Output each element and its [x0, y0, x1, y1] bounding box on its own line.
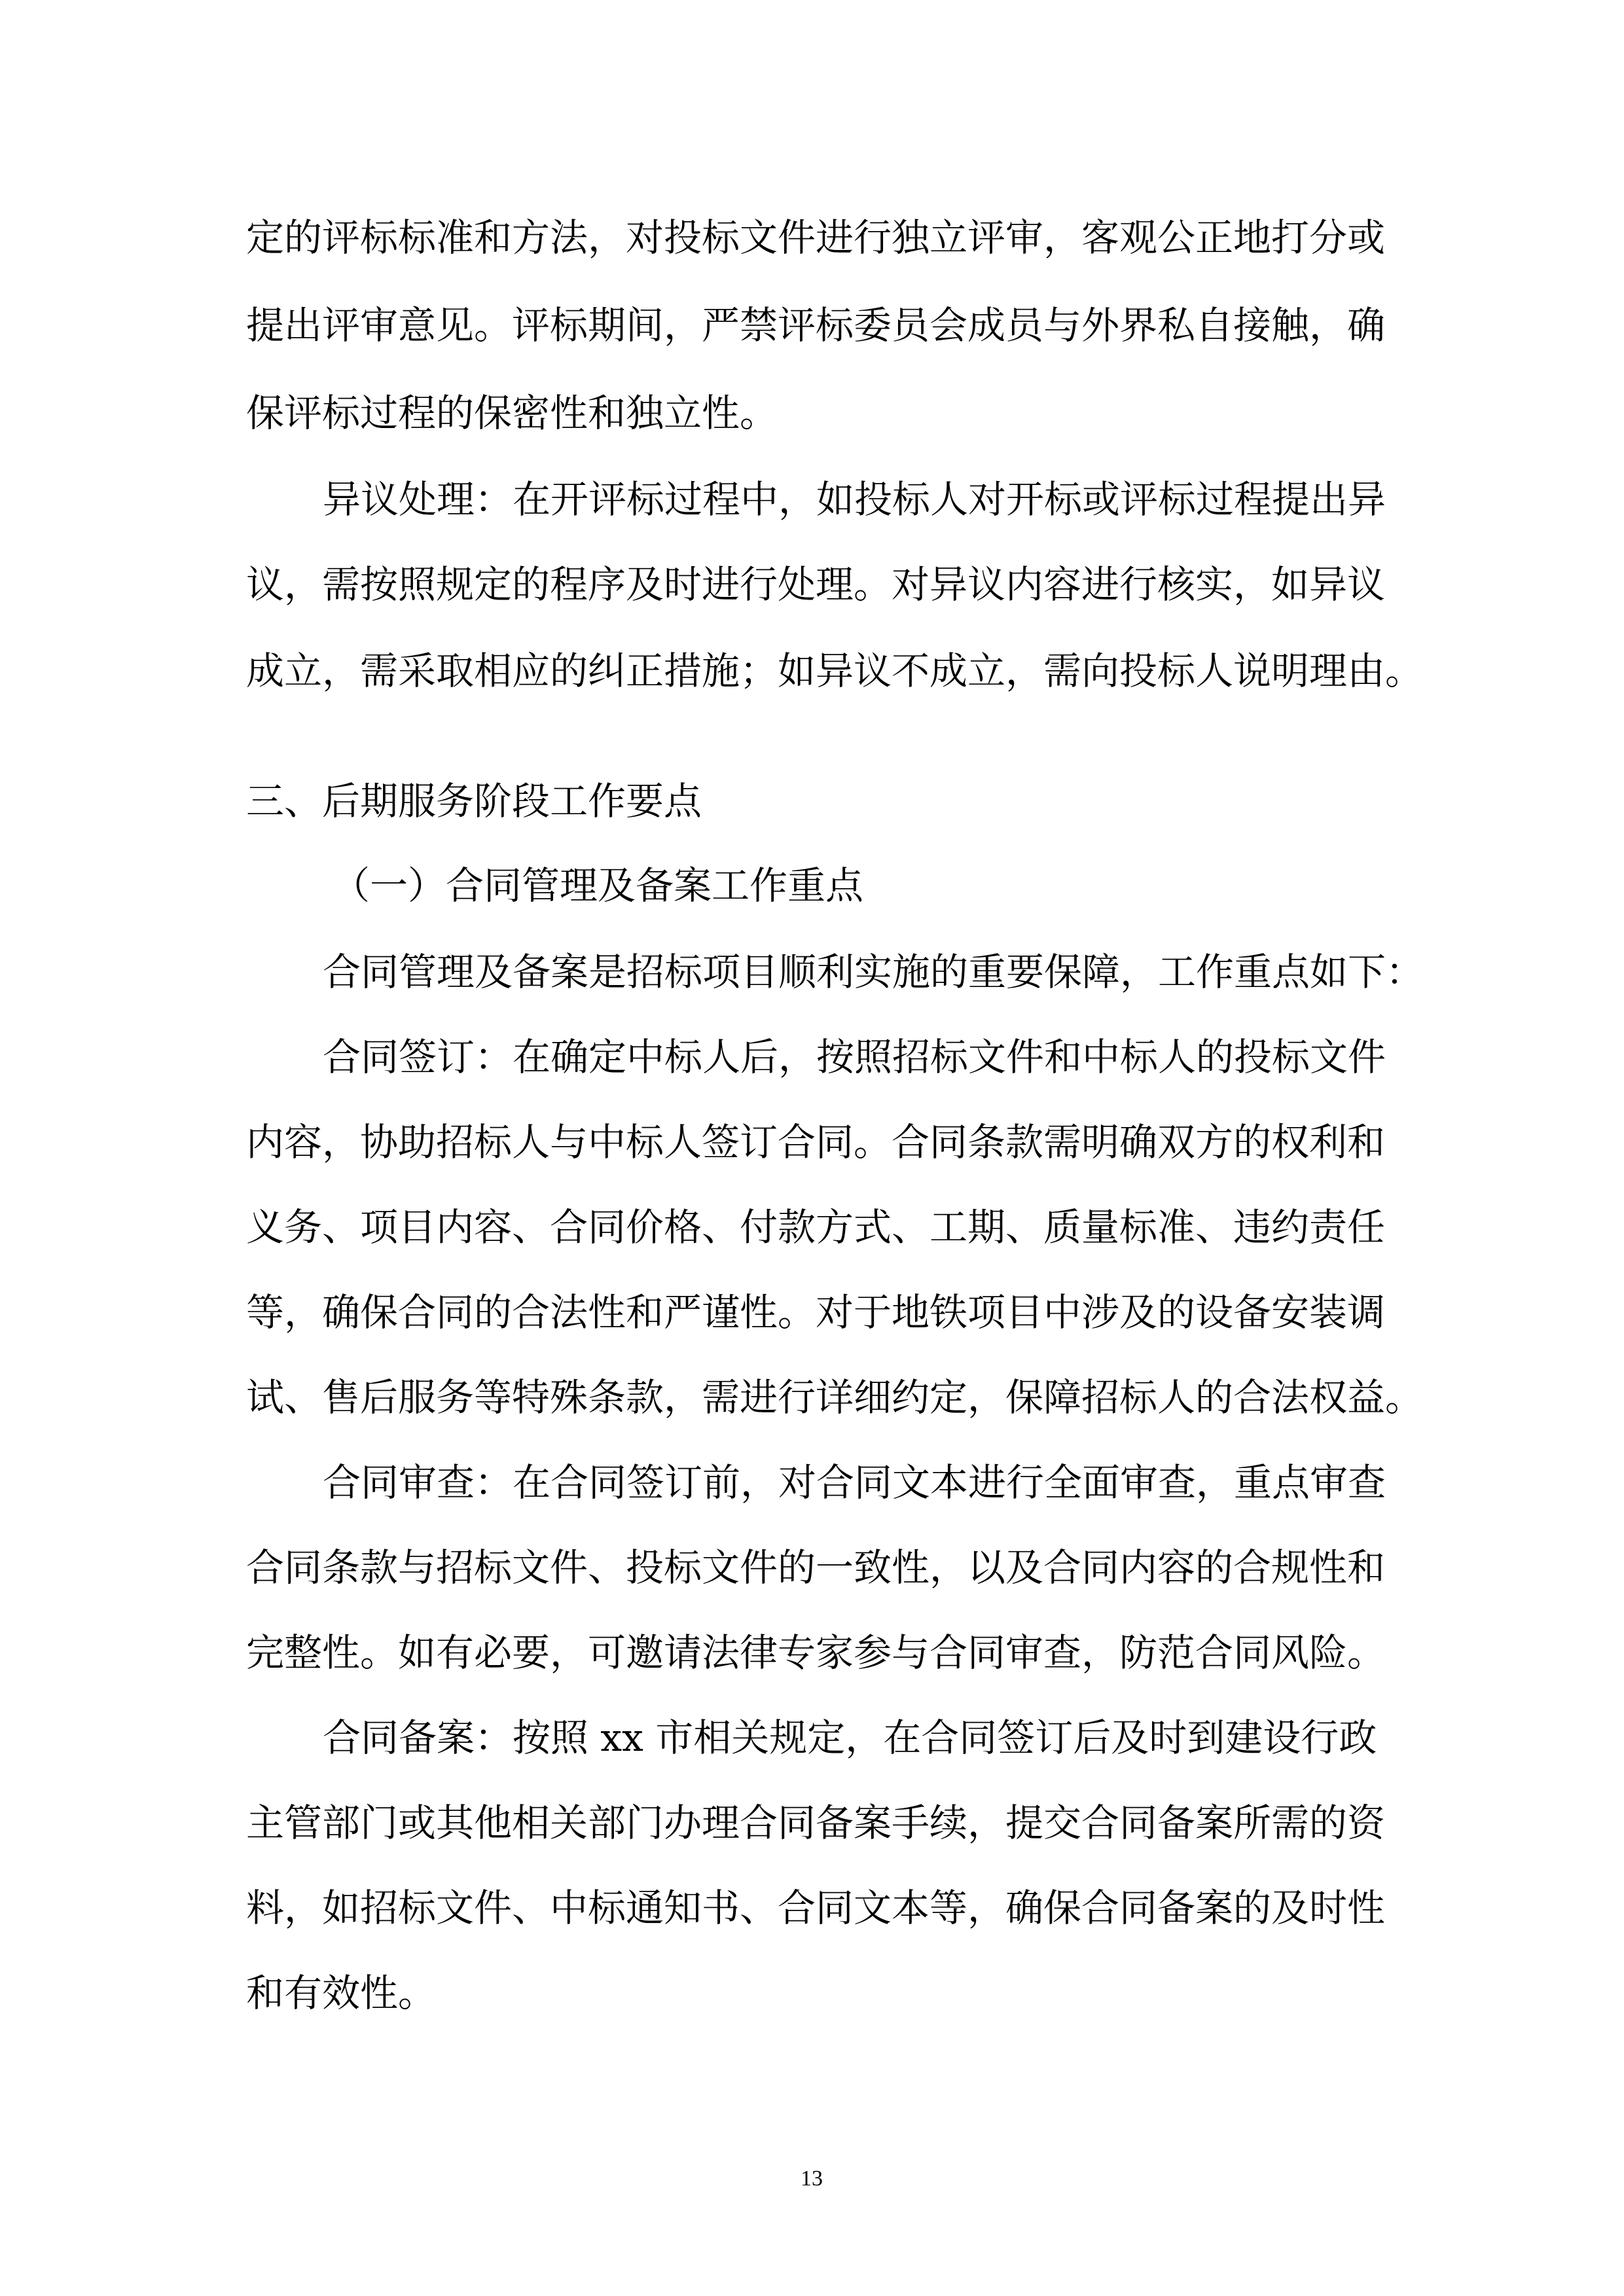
paragraph-line: 等，确保合同的合法性和严谨性。对于地铁项目中涉及的设备安装调: [246, 1290, 1386, 1335]
paragraph-line: 和有效性。: [246, 1971, 437, 2015]
paragraph-line: 定的评标标准和方法，对投标文件进行独立评审，客观公正地打分或: [246, 215, 1386, 260]
paragraph-line: 合同条款与招标文件、投标文件的一致性，以及合同内容的合规性和: [246, 1545, 1386, 1590]
paragraph-line: 议，需按照规定的程序及时进行处理。对异议内容进行核实，如异议: [246, 562, 1386, 607]
paragraph-line: 合同签订：在确定中标人后，按照招标文件和中标人的投标文件: [323, 1035, 1386, 1079]
paragraph-line: 异议处理：在开评标过程中，如投标人对开标或评标过程提出异: [323, 477, 1386, 522]
subsection-heading: （一）合同管理及备案工作重点: [332, 863, 864, 908]
paragraph-line: 合同审查：在合同签订前，对合同文本进行全面审查，重点审查: [323, 1460, 1386, 1505]
section-heading: 三、后期服务阶段工作要点: [246, 779, 702, 823]
paragraph-line: 试、售后服务等特殊条款，需进行详细约定，保障招标人的合法权益。: [246, 1375, 1424, 1420]
paragraph-line: 义务、项目内容、合同价格、付款方式、工期、质量标准、违约责任: [246, 1205, 1386, 1249]
paragraph-line: 提出评审意见。评标期间，严禁评标委员会成员与外界私自接触，确: [246, 303, 1386, 348]
paragraph-line: 保评标过程的保密性和独立性。: [246, 391, 778, 435]
paragraph-line: 成立，需采取相应的纠正措施；如异议不成立，需向投标人说明理由。: [246, 649, 1424, 693]
paragraph-line: 料，如招标文件、中标通知书、合同文本等，确保合同备案的及时性: [246, 1886, 1386, 1930]
paragraph-line: 内容，协助招标人与中标人签订合同。合同条款需明确双方的权利和: [246, 1120, 1386, 1164]
paragraph-line: 合同备案：按照 xx 市相关规定，在合同签订后及时到建设行政: [323, 1715, 1377, 1760]
paragraph-line: 合同管理及备案是招标项目顺利实施的重要保障，工作重点如下：: [323, 950, 1424, 994]
page-number: 13: [801, 2166, 823, 2191]
paragraph-line: 完整性。如有必要，可邀请法律专家参与合同审查，防范合同风险。: [246, 1630, 1386, 1675]
paragraph-line: 主管部门或其他相关部门办理合同备案手续，提交合同备案所需的资: [246, 1801, 1386, 1845]
